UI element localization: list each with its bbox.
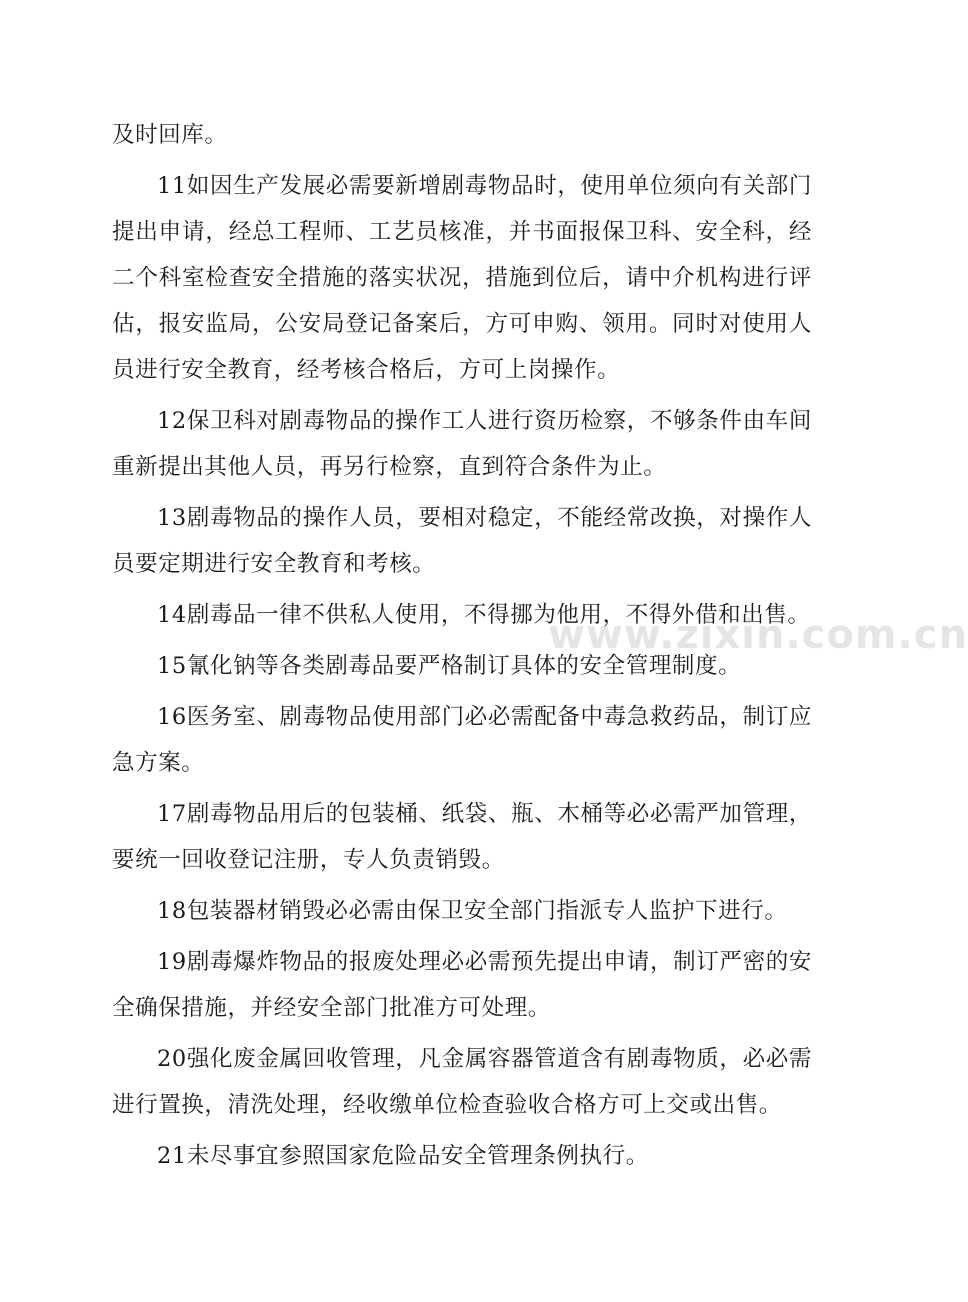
- paragraph-item-18: 18包装器材销毁必必需由保卫安全部门指派专人监护下进行。: [157, 898, 788, 924]
- paragraph-continuation: 及时回库。: [112, 122, 228, 148]
- paragraph-item-21: 21未尽事宜参照国家危险品安全管理条例执行。: [157, 1143, 649, 1169]
- paragraph-item-12: 12保卫科对剧毒物品的操作工人进行资历检察，不够条件由车间重新提出其他人员，再另行检察，直到符合条件为止。: [112, 408, 812, 480]
- document-body: [112, 112, 812, 1184]
- paragraph-item-16: 16医务室、剧毒物品使用部门必必需配备中毒急救药品，制订应急方案。: [112, 704, 812, 776]
- paragraph-item-20: 20强化废金属回收管理，凡金属容器管道含有剧毒物质，必必需进行置换，清洗处理，经收缴单位检查验收合格方可上交或出售。: [112, 1046, 812, 1118]
- paragraph-item-17: 17剧毒物品用后的包装桶、纸袋、瓶、木桶等必必需严加管理，要统一回收登记注册，专人负责销毁。: [112, 801, 812, 873]
- paragraph-item-11: 11如因生产发展必需要新增剧毒物品时，使用单位须向有关部门提出申请，经总工程师、工艺员核准，并书面报保卫科、安全科，经二个科室检查安全措施的落实状况，措施到位后，请中介机构进行评估，报安监局，公安局登记备案后，方可申购、领用。同时对使用人员进行安全教育，经考核合格后，方可上岗操作。: [112, 173, 812, 383]
- paragraph-item-14: 14剧毒品一律不供私人使用，不得挪为他用，不得外借和出售。: [157, 602, 811, 628]
- watermark: www.zixin.com.cn: [548, 612, 968, 658]
- paragraph-item-19: 19剧毒爆炸物品的报废处理必必需预先提出申请，制订严密的安全确保措施，并经安全部门批准方可处理。: [112, 949, 812, 1021]
- paragraph-item-13: 13剧毒物品的操作人员，要相对稳定，不能经常改换，对操作人员要定期进行安全教育和考核。: [112, 505, 812, 577]
- paragraph-item-15: 15氰化钠等各类剧毒品要严格制订具体的安全管理制度。: [157, 653, 742, 679]
